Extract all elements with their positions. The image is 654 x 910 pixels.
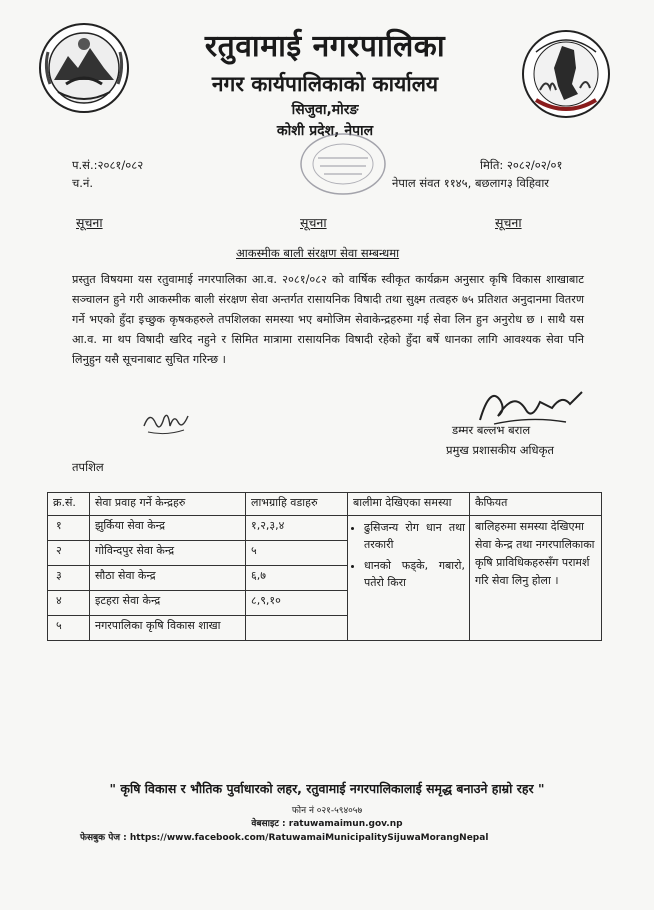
footer-phone: फोन नं ०२१-५९४०५७ <box>291 806 363 816</box>
nepal-sambat-date: नेपाल संवत ११४५, बछलाग३ विहिवार <box>392 176 550 190</box>
notice-label-left: सूचना <box>76 215 103 230</box>
footer-facebook-link[interactable]: फेसबुक पेज : https://www.facebook.com/RatuwamaiMunicipalitySijuwaMorangNepal <box>80 833 489 843</box>
subject-line: आकस्मीक बाली संरक्षण सेवा सम्बन्धमा <box>236 246 400 260</box>
row-wards <box>246 616 348 641</box>
notice-label-center: सूचना <box>300 215 327 230</box>
remarks-cell: बालिहरुमा समस्या देखिएमा सेवा केन्द्र तथा नगरपालिकाका कृषि प्राविधिकहरुसँग परामर्श गरि सेवा लिनु होला । <box>470 516 602 641</box>
row-center: सौठा सेवा केन्द्र <box>90 566 246 591</box>
notice-label-right: सूचना <box>495 215 522 230</box>
row-center: गोविन्दपुर सेवा केन्द्र <box>90 541 246 566</box>
header-serial: क्र.सं. <box>48 493 90 516</box>
row-wards: १,२,३,४ <box>246 516 348 541</box>
problems-cell <box>348 516 470 641</box>
row-serial: ३ <box>48 566 90 591</box>
municipality-logo-icon <box>516 28 616 120</box>
row-serial: ५ <box>48 616 90 641</box>
row-center: नगरपालिका कृषि विकास शाखा <box>90 616 246 641</box>
location-line-2: कोशी प्रदेश, नेपाल <box>276 123 374 139</box>
notice-body: प्रस्तुत विषयमा यस रतुवामाई नगरपालिका आ.व. २०८१/०८२ को वार्षिक स्वीकृत कार्यक्रम अनुसार कृषि विकास शाखाबाट सञ्चालन हुने गरी आकस्मीक बाली संरक्षण सेवा अन्तर्गत रासायनिक विषादी तथा सुक्ष्म तत्वहरु ७५ प्रतिशत अनुदानमा वितरण गर्ने भएको हुँदा इच्छुक कृषकहरुले तपशिलका समस्या भए बमोजिम सेवाकेन्द्रहरुमा गई सेवा लिन हुन अनुरोध छ । साथै यस आ.व. मा थप विषादी खरिद नहुने र सिमित मात्रामा रासायनिक विषादी रहेको हुँदा बर्षे धानका लागि आवश्यक सेवा पनि लिनुहुन यसै सूचनाबाट सुचित गरिन्छ । <box>72 273 584 366</box>
header-center: सेवा प्रवाह गर्ने केन्द्रहरु <box>90 493 246 516</box>
footer-website-link[interactable]: वेबसाइट : ratuwamaimun.gov.np <box>251 819 403 829</box>
row-wards: ६,७ <box>246 566 348 591</box>
dispatch-number: च.नं. <box>72 176 93 190</box>
row-serial: ४ <box>48 591 90 616</box>
initials-signature-icon <box>140 402 192 440</box>
office-name: नगर कार्यपालिकाको कार्यालय <box>211 72 439 96</box>
municipality-name: रतुवामाई नगरपालिका <box>204 29 446 64</box>
row-wards: ८,९,१० <box>246 591 348 616</box>
issue-date: मिति: २०८२/०२/०१ <box>480 158 563 172</box>
row-serial: २ <box>48 541 90 566</box>
header-problems: बालीमा देखिएका समस्या <box>348 493 470 516</box>
header-wards: लाभग्राहि वडाहरु <box>246 493 348 516</box>
office-stamp-icon <box>296 128 391 198</box>
table-row <box>48 516 602 541</box>
row-center: झुर्किया सेवा केन्द्र <box>90 516 246 541</box>
row-wards: ५ <box>246 541 348 566</box>
service-centers-table <box>47 492 602 641</box>
location-line-1: सिजुवा,मोरङ <box>291 102 359 118</box>
row-center: इटहरा सेवा केन्द्र <box>90 591 246 616</box>
table-header-row <box>48 493 602 516</box>
reference-number: प.सं.:२०८१/०८२ <box>72 158 144 172</box>
details-label: तपशिल <box>72 460 104 474</box>
signatory-name: डम्मर बल्लभ बराल <box>452 423 531 437</box>
header-remarks: कैफियत <box>470 493 602 516</box>
footer-slogan: " कृषि विकास र भौतिक पुर्वाधारको लहर, रतुवामाई नगरपालिकालाई समृद्ध बनाउने हाम्रो रहर " <box>109 781 545 796</box>
government-emblem-icon <box>38 22 130 114</box>
row-serial: १ <box>48 516 90 541</box>
problem-item: • ढुसिजन्य रोग धान तथा तरकारी <box>364 519 465 553</box>
problem-item: • धानको फड्के, गबारो, पतेरो किरा <box>364 557 465 591</box>
signatory-title: प्रमुख प्रशासकीय अधिकृत <box>446 443 554 457</box>
